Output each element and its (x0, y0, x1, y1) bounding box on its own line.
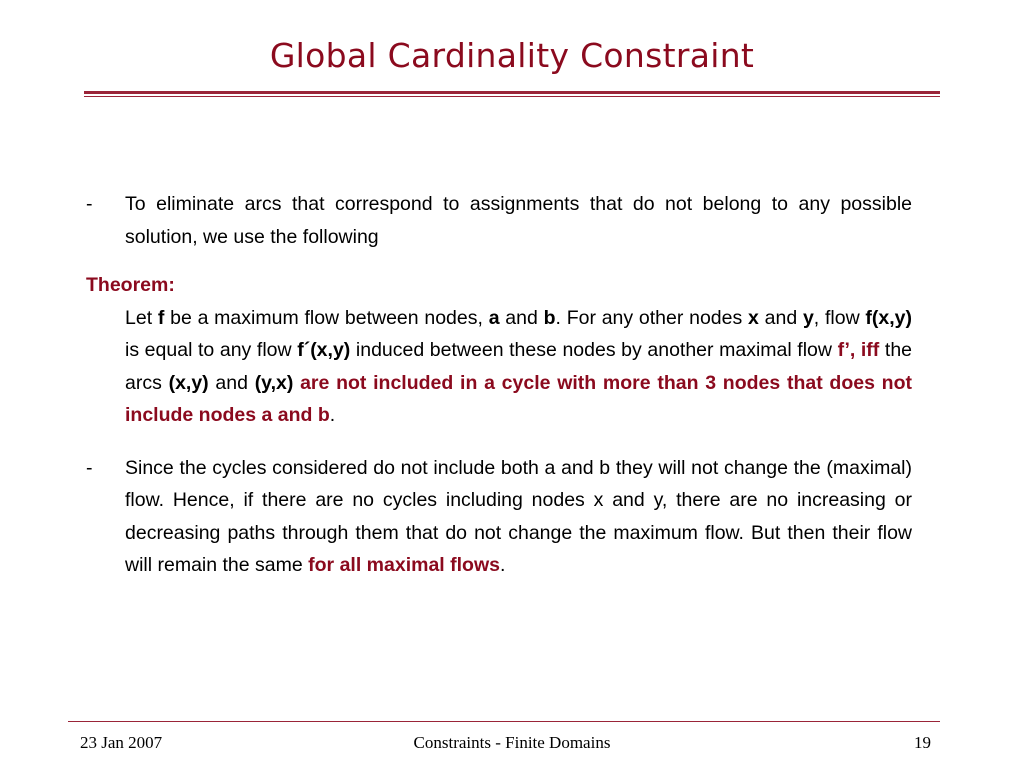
footer-title: Constraints - Finite Domains (413, 733, 611, 752)
theorem-text: the arcs (125, 339, 913, 394)
title-divider-thin (84, 96, 940, 97)
bullet-dash: - (86, 193, 93, 215)
theorem-text: is equal to any flow (125, 339, 298, 361)
bullet-item (86, 452, 912, 582)
bullet-text (125, 452, 912, 582)
theorem-body (125, 302, 912, 432)
theorem-condition: are not included in a cycle with more than 3 nodes that does not include nodes a and b (125, 371, 912, 426)
bullet-text: To eliminate arcs that correspond to assignments that do not belong to any possible solution, we use the following (125, 193, 912, 248)
theorem-text: . (329, 404, 336, 426)
bullet-dash: - (86, 456, 93, 479)
theorem-flow-fxy: f(x,y) (865, 306, 913, 329)
theorem-text: induced between these nodes by another maximal flow (350, 339, 838, 361)
slide-content (86, 188, 912, 582)
theorem-text: and (499, 306, 544, 329)
theorem-text: Let (125, 306, 158, 329)
bullet-text-end: . (499, 554, 506, 576)
theorem-text: and (758, 306, 803, 329)
theorem-text: and (208, 371, 255, 394)
theorem-text: be a maximum flow between nodes, (164, 306, 489, 329)
theorem-text: . For any other nodes (555, 306, 749, 329)
theorem-flow-f-prime-xy: f´(x,y) (297, 339, 351, 361)
theorem-label: Theorem: (86, 274, 175, 296)
theorem-var-a: a (488, 306, 500, 329)
theorem-arc-xy: (x,y) (168, 371, 209, 394)
bullet-item (86, 188, 912, 253)
page-number: 19 (914, 733, 931, 752)
slide-title: Global Cardinality Constraint (269, 36, 755, 75)
footer-divider (68, 721, 940, 722)
theorem-var-b: b (543, 306, 556, 329)
theorem-f-prime-iff: f’, iff (837, 339, 880, 361)
bullet-emphasis: for all maximal flows (308, 554, 500, 576)
theorem-var-y: y (802, 306, 814, 329)
theorem-var-f: f (157, 306, 165, 329)
theorem-var-x: x (748, 306, 759, 329)
bullet-text-main: Since the cycles considered do not include both a and b they will not change the (maximal) flow. Hence, if there are no cycles including nodes x and y, there are no increasing or decreasing paths through them that do not change the maximum flow. But then their flow will remain the same (125, 456, 912, 576)
theorem-text: , flow (813, 306, 866, 329)
theorem-arc-yx: (y,x) (254, 371, 294, 394)
title-divider-thick (84, 91, 940, 94)
footer-date: 23 Jan 2007 (80, 733, 163, 752)
